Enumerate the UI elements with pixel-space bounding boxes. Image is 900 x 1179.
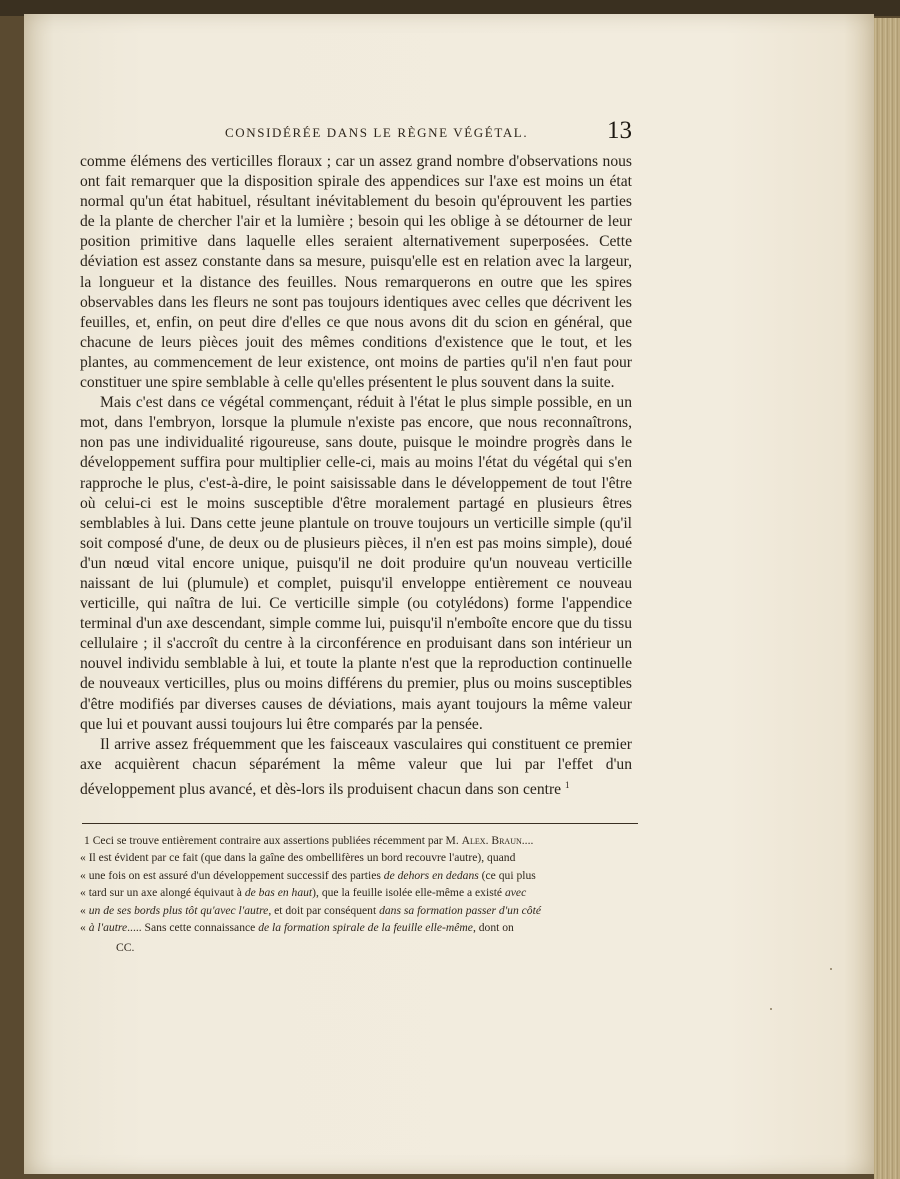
footnote-reference[interactable]: 1 <box>565 779 570 790</box>
footnote-marker: 1 <box>84 834 90 847</box>
footnote-line5-end: , dont on <box>472 921 514 935</box>
body-text <box>80 152 632 800</box>
footnote-continuation: CC. <box>116 941 135 955</box>
paper-speck <box>770 1008 772 1010</box>
footnote-line4-quote: « <box>80 903 89 917</box>
footnote-quote-line-1: « Il est évident par ce fait (que dans la gaîne des ombellifères un bord recouvre l'autre), quand <box>80 851 516 865</box>
footnote-quote-line-4 <box>80 902 632 919</box>
footnote-line5-italic: à l'autre <box>88 921 128 935</box>
footnote-line4-italic2: dans sa formation passer d'un côté <box>379 903 541 917</box>
footnote-1 <box>80 832 632 849</box>
footnote-line3-italic: de bas en haut <box>244 886 313 900</box>
running-title: CONSIDÉRÉE DANS LE RÈGNE VÉGÉTAL. <box>225 125 529 140</box>
footnote-line5-italic2: de la formation spirale de la feuille elle-même <box>258 921 473 935</box>
footnote-line2-text: « une fois on est assuré d'un développement successif des parties <box>80 868 384 882</box>
page-header <box>80 117 632 147</box>
footnote-quote-line-5 <box>80 919 632 936</box>
footnote-intro-end: .... <box>521 834 534 847</box>
paragraph-3-text: Il arrive assez fréquemment que les faisceaux vasculaires qui constituent ce premier axe acquièrent chacun séparément la même valeur que lui par l'effet d'un développement plus avancé, et dès-lors ils produisent chacun dans son centre <box>80 735 632 799</box>
footnote-line5-mid: ..... Sans cette connaissance <box>127 921 259 935</box>
footnote-line3-end: ), que la feuille isolée elle-même a existé <box>312 886 505 900</box>
footnote-quote-line-2 <box>80 867 632 884</box>
paragraph-3 <box>80 735 632 800</box>
footnote-intro: Ceci se trouve entièrement contraire aux assertions publiées récemment par M. <box>92 834 462 847</box>
footnote-line2-end: (ce qui plus <box>478 868 536 882</box>
paragraph-1: comme élémens des verticilles floraux ; car un assez grand nombre d'observations nous ont fait remarquer que la disposition spirale des appendices sur l'axe est moins un état normal qu'un état habituel, résultant inévitablement du besoin qu'éprouvent les parties de la plante de chercher l'air et la lumière ; besoin qui les oblige à se détourner de leur position primitive dans laquelle elles seraient alternativement superposées. Cette déviation est assez constante dans sa mesure, puisqu'elle est en relation avec la largeur, la longueur et la distance des feuilles. Nous remarquerons en outre que les spires observables dans les fleurs ne sont pas toujours identiques avec celles que décrivent les feuilles, et, enfin, on peut dire d'elles ce que nous avons dit du scion en général, que chacune de leurs pièces jouit des mêmes conditions d'existence que le tout, et les plantes, au commencement de leur existence, ont moins de parties qu'il n'en faut pour constituer une spire semblable à celle qu'elles présentent le plus souvent dans la suite. <box>80 153 632 392</box>
footnote-line3-italic2: avec <box>504 886 527 900</box>
paper-speck <box>830 968 832 970</box>
page-stack-edge <box>874 18 900 1179</box>
footnote-line4-italic: un de ses bords plus tôt qu'avec l'autre <box>88 903 269 917</box>
footnotes <box>80 832 632 957</box>
footnote-rule <box>82 823 638 824</box>
footnote-quote-line-3 <box>80 884 632 901</box>
footnote-author: Alex. Braun <box>461 834 522 847</box>
footnote-line2-italic: de dehors en dedans <box>383 868 479 882</box>
footnote-line4-mid: , et doit par conséquent <box>268 903 380 917</box>
footnote-line5-quote: « <box>80 921 89 935</box>
footnote-line3-text: « tard sur un axe alongé équivaut à <box>80 886 245 900</box>
paragraph-2: Mais c'est dans ce végétal commençant, réduit à l'état le plus simple possible, en un mot, dans l'embryon, lorsque la plumule n'existe pas encore, que nous reconnaîtrons, non pas une individualité rigoureuse, sans doute, puisque le moindre progrès dans le développement suffira pour multiplier celle-ci, mais au moins l'état du végétal qui s'en rapproche le plus, c'est-à-dire, le point saisissable dans le développement de tout l'être où celui-ci est le moins susceptible d'être moralement partagé en plusieurs êtres semblables à lui. Dans cette jeune plantule on trouve toujours un verticille simple (qu'il soit composé d'une, de deux ou de plusieurs pièces, il n'en est pas moins simple), doué d'un nœud vital encore unique, puisqu'il ne doit produire qu'un nouveau verticille naissant de lui (plumule) et complet, puisqu'il enveloppe entièrement ce nouveau verticille, qui naîtra de lui. Ce verticille simple (ou cotylédons) forme l'appendice terminal d'un axe descendant, simple comme lui, puisqu'il n'emboîte encore que du tissu cellulaire ; il s'accroît du centre à la circonférence en produisant dans son intérieur un nouvel individu semblable à lui, et toute la plante n'est que la reproduction continuelle de nouveaux verticilles, plus ou moins différens du premier, plus ou moins susceptibles d'être modifiés par diverses causes de déviations, mais ayant toujours la même valeur que lui et pouvant aussi toujours lui être comparés par la pensée. <box>80 394 632 733</box>
page-number: 13 <box>607 117 632 144</box>
